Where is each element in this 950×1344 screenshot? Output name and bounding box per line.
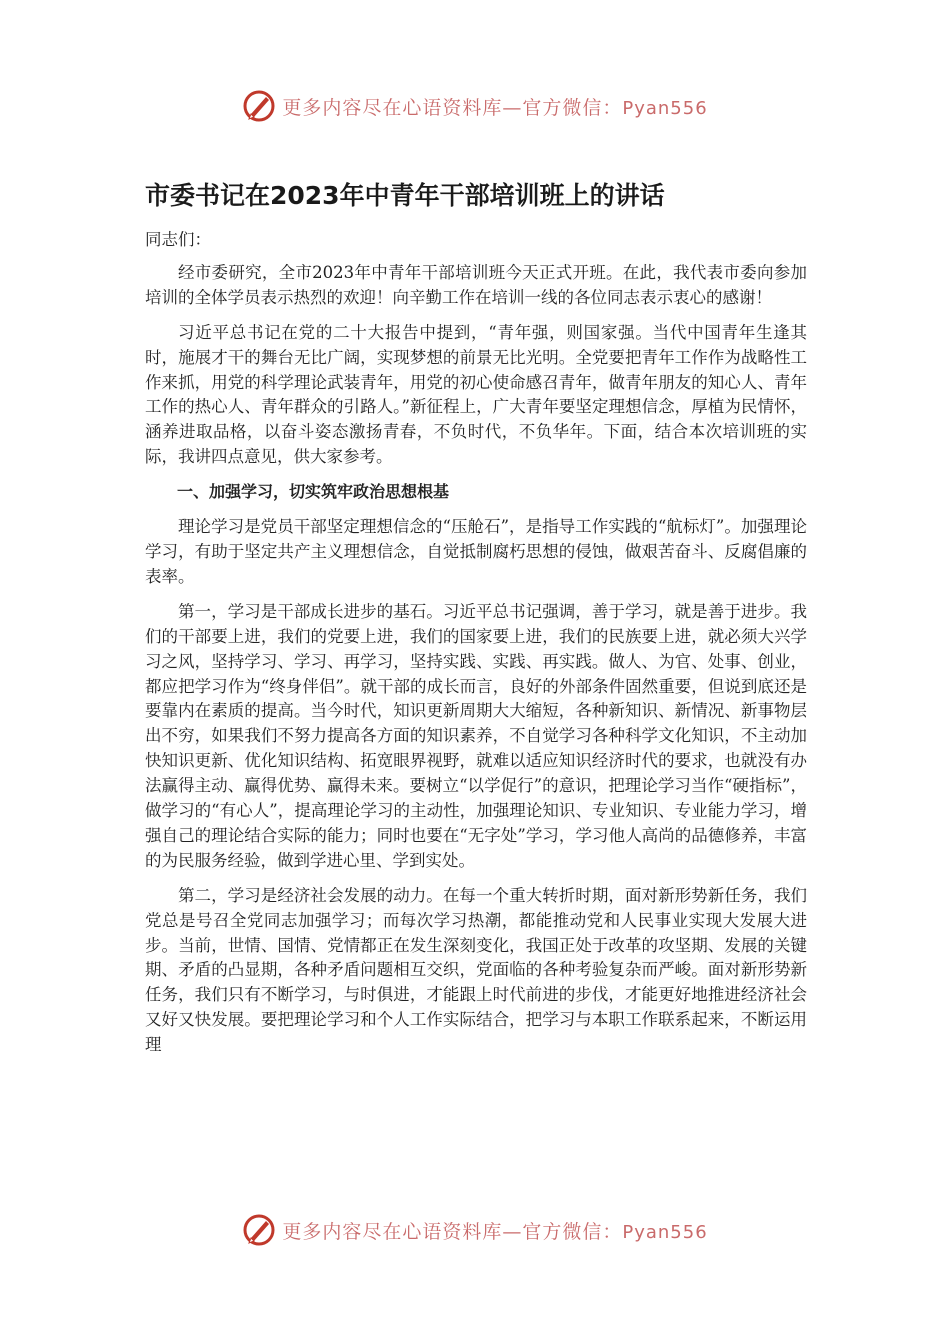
document-body xyxy=(145,176,807,1068)
document-title: 市委书记在2023年中青年干部培训班上的讲话 xyxy=(145,181,665,210)
paragraph: 第一，学习是干部成长进步的基石。习近平总书记强调，善于学习，就是善于进步。我们的干部要上进，我们的党要上进，我们的国家要上进，我们的民族要上进，就必须大兴学习之风，坚持学习、学习、再学习，坚持实践、实践、再实践。做人、为官、处事、创业，都应把学习作为“终身伴侣”。就干部的成长而言，良好的外部条件固然重要，但说到底还是要靠内在素质的提高。当今时代，知识更新周期大大缩短，各种新知识、新情况、新事物层出不穷，如果我们不努力提高各方面的知识素养，不自觉学习各种科学文化知识，不主动加快知识更新、优化知识结构、拓宽眼界视野，就难以适应知识经济时代的要求，也就没有办法赢得主动、赢得优势、赢得未来。要树立“以学促行”的意识，把理论学习当作“硬指标”，做学习的“有心人”，提高理论学习的主动性，加强理论知识、专业知识、专业能力学习，增强自己的理论结合实际的能力；同时也要在“无字处”学习，学习他人高尚的品德修养，丰富的为民服务经验，做到学进心里、学到实处。 xyxy=(145,601,807,870)
pen-logo-icon xyxy=(242,89,276,123)
banner-text: 更多内容尽在心语资料库—官方微信：Pyan556 xyxy=(282,1220,708,1243)
salutation: 同志们： xyxy=(145,230,211,249)
paragraph: 第二，学习是经济社会发展的动力。在每一个重大转折时期，面对新形势新任务，我们党总是号召全党同志加强学习；而每次学习热潮，都能推动党和人民事业实现大发展大进步。当前，世情、国情、党情都正在发生深刻变化，我国正处于改革的攻坚期、发展的关键期、矛盾的凸显期，各种矛盾问题相互交织，党面临的各种考验复杂而严峻。面对新形势新任务，我们只有不断学习，与时俱进，才能跟上时代前进的步伐，才能更好地推进经济社会又好又快发展。要把理论学习和个人工作实际结合，把学习与本职工作联系起来，不断运用理 xyxy=(145,885,807,1055)
top-watermark-banner xyxy=(0,86,950,126)
bottom-watermark-banner xyxy=(0,1210,950,1250)
paragraph: 习近平总书记在党的二十大报告中提到，“青年强，则国家强。当代中国青年生逢其时，施展才干的舞台无比广阔，实现梦想的前景无比光明。全党要把青年工作作为战略性工作来抓，用党的科学理论武装青年，用党的初心使命感召青年，做青年朋友的知心人、青年工作的热心人、青年群众的引路人。”新征程上，广大青年要坚定理想信念，厚植为民情怀，涵养进取品格，以奋斗姿态激扬青春，不负时代，不负华年。下面，结合本次培训班的实际，我讲四点意见，供大家参考。 xyxy=(145,322,807,467)
paragraph: 经市委研究，全市2023年中青年干部培训班今天正式开班。在此，我代表市委向参加培训的全体学员表示热烈的欢迎！向辛勤工作在培训一线的各位同志表示衷心的感谢！ xyxy=(145,262,807,307)
paragraph: 理论学习是党员干部坚定理想信念的“压舱石”，是指导工作实践的“航标灯”。加强理论学习，有助于坚定共产主义理想信念，自觉抵制腐朽思想的侵蚀，做艰苦奋斗、反腐倡廉的表率。 xyxy=(145,517,807,586)
section-heading: 一、加强学习，切实筑牢政治思想根基 xyxy=(177,482,450,502)
pen-logo-icon xyxy=(242,1213,276,1247)
banner-text: 更多内容尽在心语资料库—官方微信：Pyan556 xyxy=(282,96,708,119)
